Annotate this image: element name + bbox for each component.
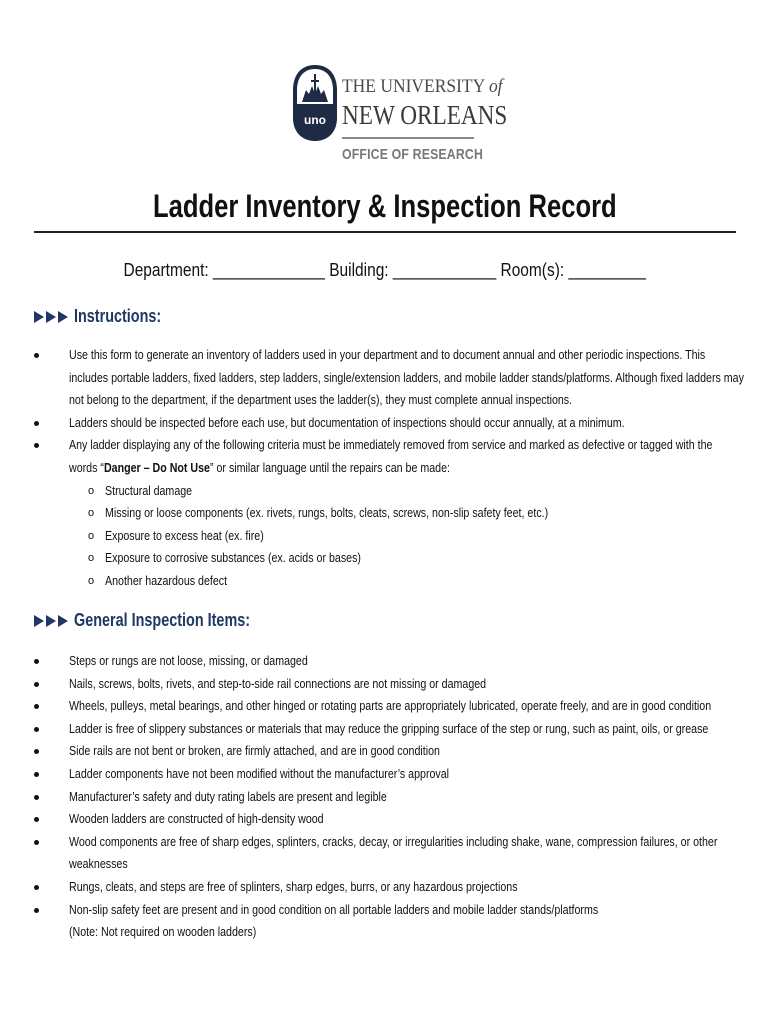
sub-list-item: o Another hazardous defect <box>88 572 228 588</box>
list-item: (Note: Not required on wooden ladders) <box>69 924 257 940</box>
form-fields-line: Department: _____________ Building: ____________ Room(s): _________ <box>123 260 647 280</box>
page-title: Ladder Inventory & Inspection Record <box>153 188 617 224</box>
university-name-line1: THE UNIVERSITY of <box>342 76 503 97</box>
university-seal-icon <box>292 64 338 142</box>
list-item: Any ladder displaying any of the following criteria must be immediately removed from service and marked as defective or tagged with the <box>0 434 770 457</box>
list-item: weaknesses <box>69 856 128 872</box>
list-item: Rungs, cleats, and steps are free of splinters, sharp edges, burrs, or any hazardous projections <box>0 876 770 899</box>
list-item: Wooden ladders are constructed of high-density wood <box>0 808 770 831</box>
list-item: Use this form to generate an inventory of ladders used in your department and to document annual and other periodic inspections. This <box>0 344 770 367</box>
list-item: Nails, screws, bolts, rivets, and step-to-side rail connections are not missing or damaged <box>0 673 770 696</box>
logo-divider <box>342 137 474 139</box>
sub-list-item: o Exposure to corrosive substances (ex. acids or bases) <box>88 550 361 566</box>
triple-arrow-icon <box>34 311 68 323</box>
instructions-heading: Instructions: <box>34 306 183 327</box>
list-item: Wood components are free of sharp edges, splinters, cracks, decay, or irregularities including shake, wane, compression failures, or other <box>0 831 770 854</box>
general-inspection-heading: General Inspection Items: <box>34 610 294 631</box>
triple-arrow-icon <box>34 615 68 627</box>
list-item: words “Danger – Do Not Use” or similar language until the repairs can be made: <box>69 459 450 475</box>
list-item: includes portable ladders, fixed ladders, step ladders, single/extension ladders, and mobile ladder stands/platforms. Although fixed ladders may <box>69 369 744 385</box>
list-item: Non-slip safety feet are present and in good condition on all portable ladders and mobile ladder stands/platforms <box>0 899 770 922</box>
svg-text:uno: uno <box>304 113 326 127</box>
list-item: Side rails are not bent or broken, are firmly attached, and are in good condition <box>0 740 770 763</box>
list-item: not belong to the department, if the department uses the ladder(s), they must complete annual inspections. <box>69 392 573 408</box>
danger-label: Danger – Do Not Use <box>103 459 210 475</box>
sub-list-item: o Exposure to excess heat (ex. fire) <box>88 527 264 543</box>
list-item: Ladders should be inspected before each use, but documentation of inspections should occur annually, at a minimum. <box>0 412 770 435</box>
instructions-list <box>0 344 770 593</box>
university-name-line2: NEW ORLEANS <box>342 100 508 130</box>
sub-list-item: o Missing or loose components (ex. rivets, rungs, bolts, cleats, screws, non-slip safety feet, etc.) <box>88 505 549 521</box>
list-item: Ladder components have not been modified without the manufacturer’s approval <box>0 763 770 786</box>
list-item: Wheels, pulleys, metal bearings, and other hinged or rotating parts are appropriately lubricated, operate freely, and are in good condition <box>0 695 770 718</box>
office-name: OFFICE OF RESEARCH <box>342 146 484 163</box>
list-item: Ladder is free of slippery substances or materials that may reduce the gripping surface of the step or rung, such as paint, oils, or grease <box>0 718 770 741</box>
university-logo <box>290 62 508 174</box>
general-inspection-list <box>0 650 770 944</box>
sub-list-item: o Structural damage <box>88 482 193 498</box>
list-item: Steps or rungs are not loose, missing, or damaged <box>0 650 770 673</box>
list-item: Manufacturer’s safety and duty rating labels are present and legible <box>0 786 770 809</box>
title-divider <box>34 231 736 233</box>
